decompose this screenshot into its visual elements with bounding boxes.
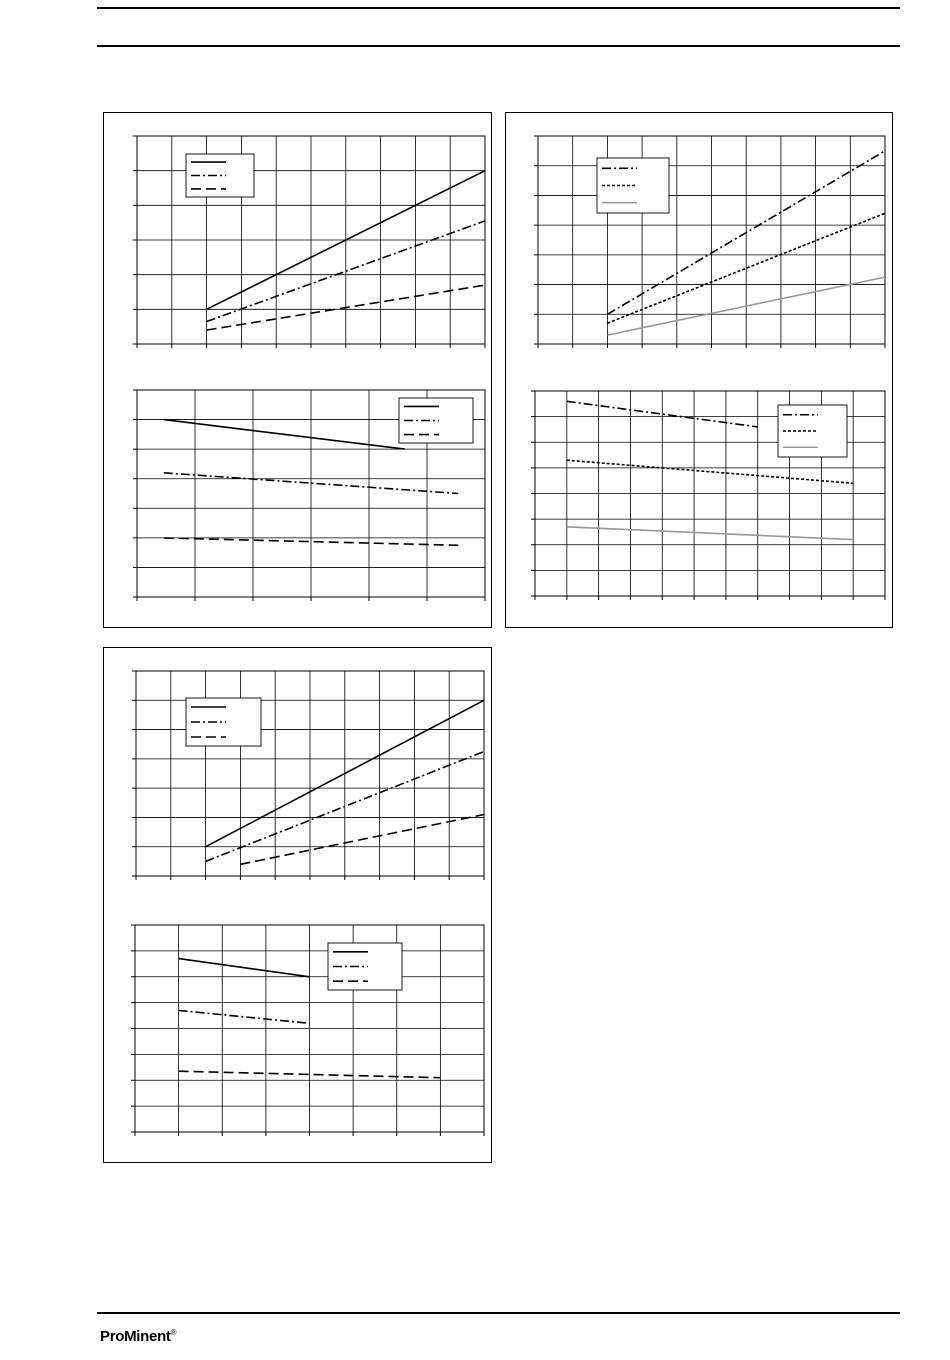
plot-chart-1b <box>133 390 485 601</box>
series-line-1 <box>179 959 310 977</box>
header-rule-bottom <box>97 45 900 47</box>
figure-panel-3 <box>103 647 492 1163</box>
series-line-2 <box>567 460 853 483</box>
figure-panel-2 <box>505 112 893 628</box>
series-line-2 <box>179 1010 310 1023</box>
series-line-3 <box>240 815 484 865</box>
plot-chart-2b <box>531 391 885 600</box>
figure-panel-1-svg <box>104 113 493 629</box>
figure-panel-2-svg <box>506 113 894 629</box>
figure-panel-3-svg <box>104 648 493 1164</box>
footer-rule <box>97 1312 900 1314</box>
series-line-3 <box>567 527 853 540</box>
series-line-1 <box>164 420 405 450</box>
registered-mark: ® <box>170 1328 177 1337</box>
header-rule-top <box>97 7 900 9</box>
brand-name: ProMinent <box>100 1328 171 1345</box>
plot-chart-1a <box>133 136 485 348</box>
figure-panel-1 <box>103 112 492 628</box>
plot-chart-2a <box>534 136 885 348</box>
plot-chart-3b <box>131 925 484 1136</box>
plot-chart-3a <box>132 671 484 880</box>
brand-logo <box>100 1328 176 1345</box>
